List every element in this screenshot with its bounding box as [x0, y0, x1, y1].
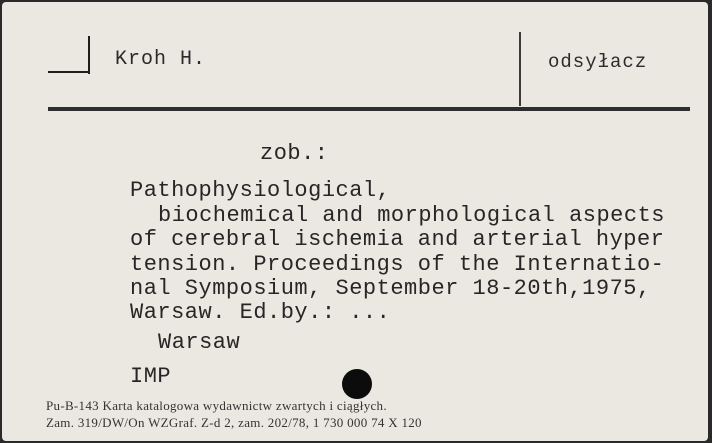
- title-line-1: Pathophysiological,: [130, 178, 391, 203]
- corner-mark-vertical: [88, 36, 90, 74]
- punch-hole: [342, 369, 372, 399]
- corner-mark-horizontal: [48, 71, 90, 73]
- footer-line-2: Zam. 319/DW/On WZGraf. Z-d 2, zam. 202/78, 1 730 000 74 X 120: [46, 415, 422, 430]
- title-line-5: nal Symposium, September 18-20th,1975,: [130, 276, 651, 301]
- author-heading: Kroh H.: [115, 48, 207, 71]
- title-line-4: tension. Proceedings of the Internatio-: [130, 252, 665, 277]
- title-line-6: Warsaw. Ed.by.: ...: [130, 300, 391, 325]
- heading-divider-horizontal: [48, 107, 690, 111]
- footer-line-1: Pu-B-143 Karta katalogowa wydawnictw zwartych i ciągłych.: [46, 398, 387, 413]
- title-line-2: biochemical and morphological aspects: [158, 203, 665, 228]
- card-type-label: odsyłacz: [548, 51, 648, 73]
- see-reference: zob.:: [260, 141, 329, 166]
- catalog-card: [2, 2, 708, 441]
- heading-divider-vertical: [519, 32, 521, 106]
- title-line-3: of cerebral ischemia and arterial hyper: [130, 227, 665, 252]
- publication-place: Warsaw: [158, 330, 241, 355]
- publisher: IMP: [130, 364, 172, 389]
